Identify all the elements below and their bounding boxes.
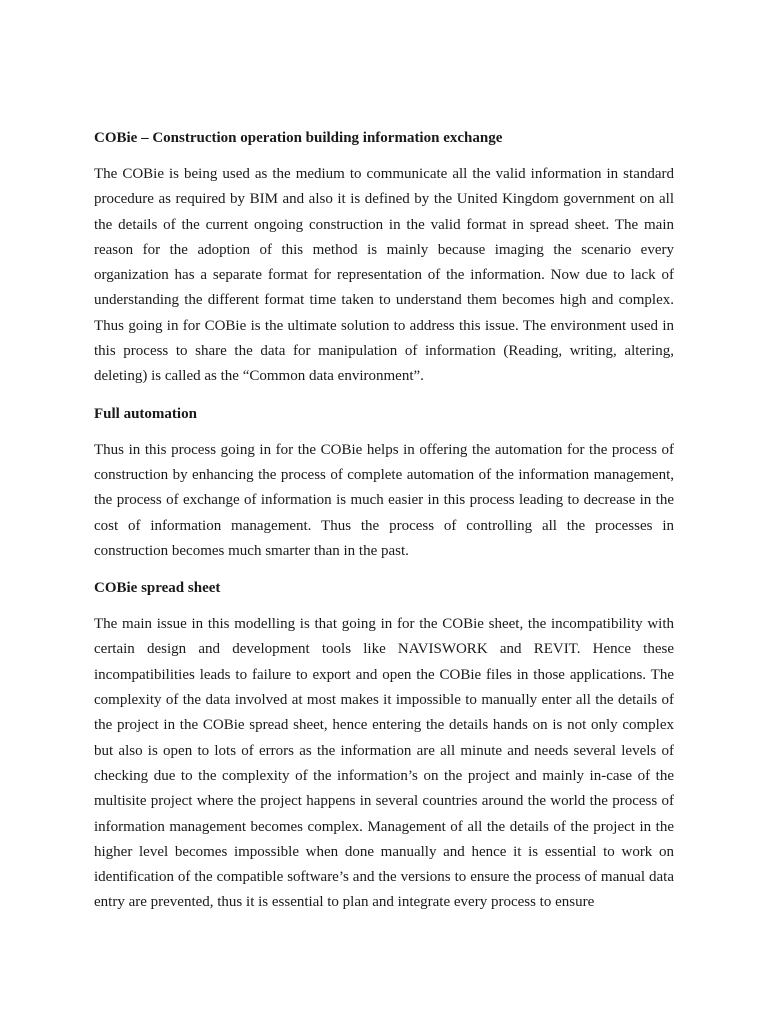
section-paragraph-full-automation: Thus in this process going in for the COBie helps in offering the automation for the process of construction by enhancing the process of complete automation of the information management, the process of exchange of information is much easier in this process leading to decrease in the cost of information management. Thus the process of controlling all the processes in construction becomes much smarter than in the past. [94,441,674,559]
section-paragraph-cobie: The COBie is being used as the medium to communicate all the valid information in standard procedure as required by BIM and also it is defined by the United Kingdom government on all the details of the current ongoing construction in the valid format in spread sheet. The main reason for the adoption of this method is mainly because imaging the scenario every organization has a separate format for representation of the information. Now due to lack of understanding the different format time taken to understand them becomes high and complex. Thus going in for COBie is the ultimate solution to address this issue. The environment used in this process to share the data for manipulation of information (Reading, writing, altering, deleting) is called as the “Common data environment”. [94,166,674,385]
section-paragraph-cobie-spread-sheet: The main issue in this modelling is that going in for the COBie sheet, the incompatibility with certain design and development tools like NAVISWORK and REVIT. Hence these incompatibilities leads to failure to export and open the COBie files in those applications. The complexity of the data involved at most makes it impossible to manually enter all the details of the project in the COBie spread sheet, hence entering the details hands on is not only complex but also is open to lots of errors as the information are all minute and needs several levels of checking due to the complexity of the information’s on the project and mainly in-case of the multisite project where the project happens in several countries around the world the process of information management becomes complex. Management of all the details of the project in the higher level becomes impossible when done manually and hence it is essential to work on identification of the compatible software’s and the versions to ensure the process of manual data entry are prevented, thus it is essential to plan and integrate every process to ensure [94,616,674,911]
document-page [94,126,674,916]
section-heading-cobie: COBie – Construction operation building information exchange [94,130,503,146]
section-heading-cobie-spread-sheet: COBie spread sheet [94,580,221,597]
section-heading-full-automation: Full automation [94,405,197,422]
